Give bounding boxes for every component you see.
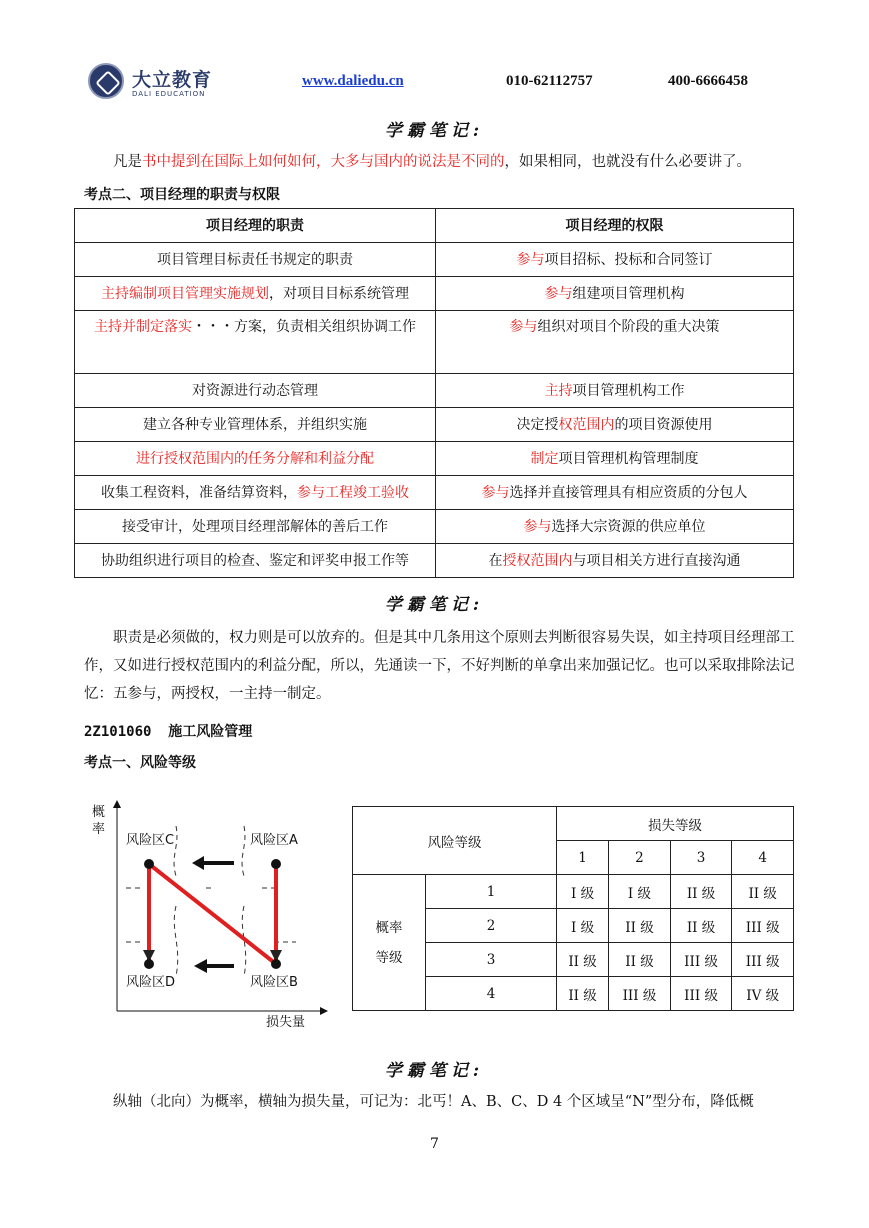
duty-cell — [75, 476, 436, 510]
authority-text: 项目管理机构工作 — [572, 382, 685, 399]
duty-cell — [75, 277, 436, 311]
authority-cell — [436, 442, 794, 476]
duty-text: 接受审计，处理项目经理部解体的善后工作 — [122, 518, 388, 535]
duty-text: 建立各种专业管理体系，并组织实施 — [143, 416, 367, 433]
table-row — [353, 875, 794, 909]
duties-table — [74, 208, 794, 578]
duty-cell — [75, 243, 436, 277]
authority-cell — [436, 311, 794, 374]
risk-grade-cell: I 级 — [557, 875, 609, 909]
authority-cell — [436, 476, 794, 510]
risk-grade-cell: II 级 — [609, 909, 671, 943]
note-paragraph-2: 职责是必须做的，权力则是可以放弃的。但是其中几条用这个原则去判断很容易失误，如主持项目经理部工作，又如进行授权范围内的利益分配，所以，先通读一下，不好判断的单拿出来加强记忆。也可以采取排除法记忆：五参与，两授权，一主持一制定。 — [84, 630, 795, 702]
risk-grade-cell: II 级 — [609, 943, 671, 977]
loss-level-1: 1 — [557, 841, 609, 875]
divider-curve-right — [242, 826, 246, 976]
probability-label-line1: 概率 — [375, 919, 403, 936]
section-code-number: 2Z101060 — [84, 724, 152, 740]
authority-cell — [436, 510, 794, 544]
risk-grade-cell: III 级 — [609, 977, 671, 1011]
intro-text: 凡是 — [113, 154, 142, 170]
zone-a-label: 风险区A — [250, 833, 298, 848]
authority-cell — [436, 374, 794, 408]
intro-highlight: 书中提到在国际上如何如何，大多与国内的说法是不同的 — [142, 154, 505, 170]
table-row — [75, 544, 794, 578]
table-row — [75, 510, 794, 544]
logo — [88, 63, 228, 103]
page-number: 7 — [430, 1136, 439, 1152]
authority-text: 项目管理机构管理制度 — [558, 450, 699, 467]
authority-highlight: 权范围内 — [558, 416, 615, 433]
probability-level: 2 — [426, 909, 557, 943]
probability-label-line2: 等级 — [375, 949, 403, 966]
duty-text: 协助组织进行项目的检查、鉴定和评奖申报工作等 — [101, 552, 409, 569]
risk-zone-diagram — [84, 796, 344, 1036]
loss-level-3: 3 — [670, 841, 732, 875]
risk-header-row — [353, 807, 794, 841]
risk-grade-cell: III 级 — [670, 977, 732, 1011]
authority-text-pre: 决定授 — [516, 416, 559, 433]
table-row — [75, 476, 794, 510]
table-row — [75, 277, 794, 311]
duty-text: ・・・方案，负责相关组织协调工作 — [192, 319, 416, 335]
header-authority: 项目经理的权限 — [436, 209, 794, 243]
section-code — [84, 721, 252, 741]
table-row — [75, 311, 794, 374]
note-title: 学霸笔记: — [384, 121, 485, 141]
duty-highlight: 主持编制项目管理实施规划 — [101, 285, 269, 302]
risk-grade-cell: I 级 — [609, 875, 671, 909]
point-d — [144, 959, 154, 969]
table-row — [75, 442, 794, 476]
authority-cell — [436, 243, 794, 277]
duty-cell — [75, 374, 436, 408]
authority-highlight: 参与 — [509, 319, 538, 335]
note-title-2: 学霸笔记: — [384, 595, 485, 615]
duty-text-pre: 收集工程资料，准备结算资料， — [101, 484, 297, 501]
probability-level: 4 — [426, 977, 557, 1011]
y-axis-label-2: 率 — [92, 822, 106, 837]
loss-level-2: 2 — [609, 841, 671, 875]
intro-text-end: ，如果相同，也就没有什么必要讲了。 — [504, 154, 751, 170]
risk-grade-cell: IV 级 — [732, 977, 794, 1011]
arrow-b-to-d-head — [194, 959, 207, 973]
note-title-3: 学霸笔记: — [384, 1061, 485, 1081]
risk-grade-cell: II 级 — [557, 943, 609, 977]
duty-cell — [75, 408, 436, 442]
risk-grade-cell: II 级 — [670, 875, 732, 909]
risk-grade-cell: III 级 — [732, 943, 794, 977]
zone-c-label: 风险区C — [126, 833, 175, 848]
duty-text: 对资源进行动态管理 — [192, 382, 318, 399]
duty-cell — [75, 544, 436, 578]
y-axis-label-1: 概 — [92, 805, 106, 820]
table-header-row — [75, 209, 794, 243]
risk-level-table — [352, 806, 794, 1011]
logo-emblem-icon — [88, 63, 124, 99]
risk-grade-cell: III 级 — [670, 943, 732, 977]
authority-highlight: 制定 — [530, 450, 559, 467]
risk-grade-cell: II 级 — [557, 977, 609, 1011]
authority-highlight: 参与 — [516, 251, 545, 268]
phone-number-2: 400-6666458 — [668, 73, 748, 89]
n-line-c-to-b — [149, 864, 276, 964]
intro-paragraph — [84, 148, 796, 176]
authority-text: 组建项目管理机构 — [572, 285, 685, 302]
authority-text: 项目招标、投标和合同签订 — [544, 251, 713, 268]
probability-level-label — [353, 875, 426, 1011]
website-link[interactable]: www.daliedu.cn — [302, 73, 404, 89]
loss-level-label: 损失等级 — [557, 807, 794, 841]
duty-highlight: 进行授权范围内的任务分解和利益分配 — [136, 450, 374, 467]
duty-highlight: 参与工程竣工验收 — [297, 484, 409, 501]
authority-text: 的项目资源使用 — [614, 416, 713, 433]
authority-highlight: 参与 — [481, 484, 510, 501]
probability-level: 3 — [426, 943, 557, 977]
risk-grade-cell: II 级 — [732, 875, 794, 909]
authority-cell — [436, 544, 794, 578]
authority-text-pre: 在 — [488, 552, 503, 569]
logo-title: 大立教育 — [132, 69, 213, 91]
risk-corner: 风险等级 — [353, 807, 557, 875]
duty-text: 项目管理目标责任书规定的职责 — [157, 251, 353, 268]
authority-highlight: 参与 — [544, 285, 573, 302]
risk-grade-cell: I 级 — [557, 909, 609, 943]
logo-subtitle: DALI EDUCATION — [132, 90, 206, 98]
authority-highlight: 参与 — [523, 518, 552, 535]
duty-cell — [75, 442, 436, 476]
authority-highlight: 主持 — [544, 382, 573, 399]
section-code-title: 施工风险管理 — [168, 724, 253, 740]
duty-highlight: 主持并制定落实 — [94, 319, 192, 335]
authority-text: 组织对项目个阶段的重大决策 — [537, 319, 720, 335]
duty-text: ，对项目目标系统管理 — [269, 285, 409, 302]
header-duties: 项目经理的职责 — [75, 209, 436, 243]
table-row — [75, 374, 794, 408]
duty-cell — [75, 311, 436, 374]
loss-level-4: 4 — [732, 841, 794, 875]
risk-grade-cell: III 级 — [732, 909, 794, 943]
phone-number-1: 010-62112757 — [506, 73, 593, 89]
table-row — [75, 243, 794, 277]
duty-cell — [75, 510, 436, 544]
probability-level: 1 — [426, 875, 557, 909]
zone-b-label: 风险区B — [250, 975, 298, 990]
arrow-a-to-c-head — [192, 856, 204, 870]
section-heading-risk: 考点一、风险等级 — [84, 755, 196, 771]
authority-text: 与项目相关方进行直接沟通 — [572, 552, 741, 569]
zone-d-label: 风险区D — [126, 975, 176, 990]
section-heading-duties: 考点二、项目经理的职责与权限 — [84, 187, 280, 203]
divider-curve-left — [174, 826, 178, 976]
point-b — [271, 959, 281, 969]
authority-highlight: 授权范围内 — [502, 552, 573, 569]
authority-cell — [436, 408, 794, 442]
table-row — [75, 408, 794, 442]
note-paragraph-3: 纵轴（北向）为概率，横轴为损失量，可记为：北丐！A、B、C、D 4 个区域呈“N”型分布，降低概 — [113, 1094, 754, 1110]
point-a — [271, 859, 281, 869]
x-axis-label: 损失量 — [266, 1015, 306, 1030]
authority-text: 选择并直接管理具有相应资质的分包人 — [509, 484, 748, 501]
authority-cell — [436, 277, 794, 311]
risk-grade-cell: II 级 — [670, 909, 732, 943]
point-c — [144, 859, 154, 869]
authority-text: 选择大宗资源的供应单位 — [551, 518, 706, 535]
